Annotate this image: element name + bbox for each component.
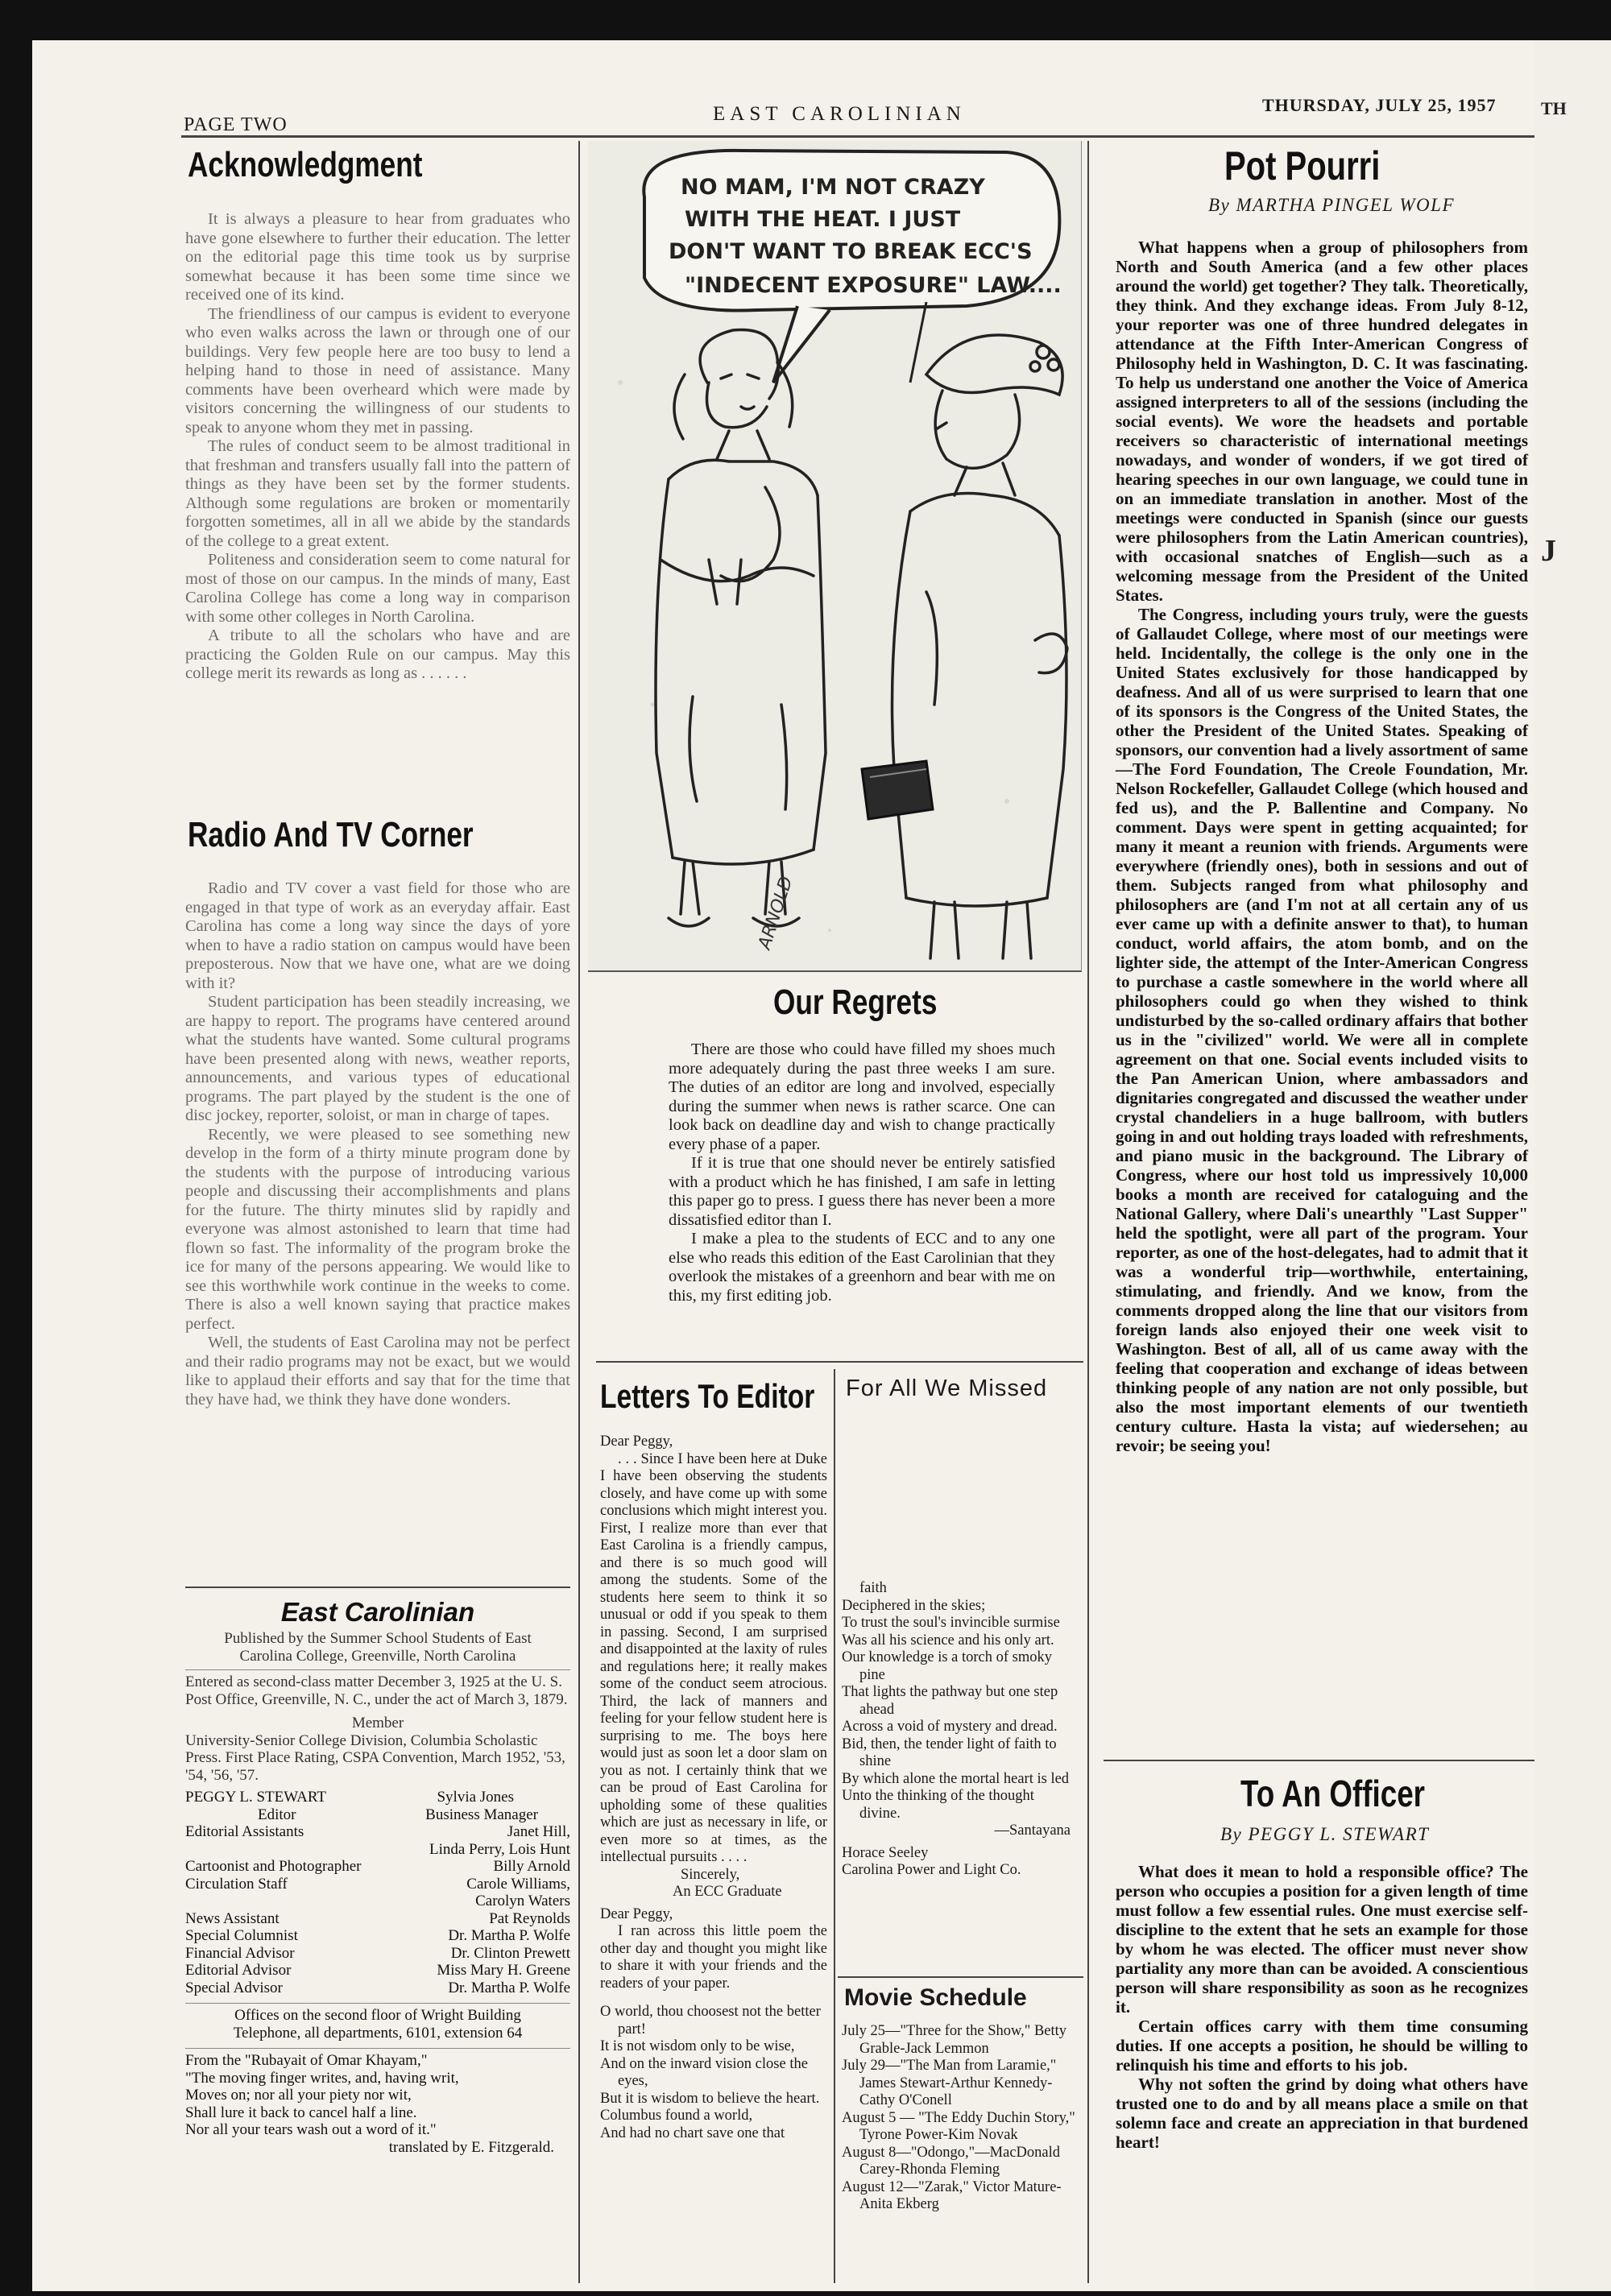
masthead-title: East Carolinian bbox=[280, 1597, 475, 1627]
balloon-line: NO MAM, I'M NOT CRAZY bbox=[681, 175, 985, 200]
staff-row: Editorial Assistants Janet Hill, bbox=[185, 1823, 570, 1840]
paragraph: What does it mean to hold a responsible office? The person who occupies a position for a given length of time must follow a few essential rules. One must exercise self-discipline to the extent that he sets an example for those by whom he was elected. The officer must never show partiality any more than can be avoided. A conscientious person will share responsibility as soon as he recognizes it. bbox=[1116, 1862, 1528, 2017]
letter-text: I ran across this little poem the other day and thought you might like to share it with your friends and the readers of your paper. bbox=[600, 1923, 827, 1992]
movie-item: August 12—"Zarak," Victor Mature-Anita Ekberg bbox=[842, 2178, 1062, 2212]
letter-signature: An ECC Graduate bbox=[673, 1884, 782, 1900]
paragraph: If it is true that one should never be entirely satisfied with a product which he has finished, I am safe in letting this paper go to press. I guess there has never been a more dissatisfied editor than I. bbox=[669, 1154, 1055, 1229]
masthead-entered: Entered as second-class matter December 3, 1925 at the U. S. Post Office, Greenville, N. C., under the act of March 3, 1879. bbox=[185, 1669, 570, 1708]
cartoon-illustration bbox=[588, 141, 1081, 970]
paragraph: It is always a pleasure to hear from graduates who have gone elsewhere to further their education. The letter on the editorial page this time took us by surprise somewhat because it has been some time since we received one of its kind. bbox=[185, 210, 570, 304]
paragraph: What happens when a group of philosophers from North and South America (and a few other places around the world) get together? They talk. Theoretically, they think. And they exchange ideas. From July 8-12, your reporter was one of three hundred delegates in attendance at the Fifth Inter-American Congress of Philosophy held in Washington, D. C. It was fascinating. To help us understand one another the Voice of America assigned interpreters to all of the sessions (including the social events). We wore the headsets and portable receivers so characteristic of international meetings nowadays, and wonder of wonders, if we got tired of hearing speeches in our own language, we could tune in on an immediate translation in another. Most of the meetings were conducted in Spanish (since our guests were philosophers from the Latin American countries), with occasional snatches of English—such as a welcoming message from the President of the United States. bbox=[1116, 238, 1528, 605]
letter-poem bbox=[600, 2004, 827, 2142]
column-rule-1 bbox=[578, 141, 580, 2283]
paragraph: The Congress, including yours truly, were the guests of Gallaudet College, where most of our meetings were held. Incidentally, the college is the only one in the United States exclusively for those handicapped by deafness. And all of us were surprised to learn that one of its sponsors is the Congress of the United States, the other the President of the United States. Speaking of sponsors, our convention had a lively assortment of same—The Ford Foundation, The Creole Foundation, Mr. Nelson Rockefeller, Gallaudet College (which housed and fed us), and the P. Ballentine and Company. No comment. Days were spent in getting acquainted; for many it meant a reunion with friends. Arguments were everywhere (friendly ones), both in sessions and out of them. Subjects ranged from what philosophy and philosophers are (and I'm not at all certain any of us ever came up with a definite answer to that), to human conduct, world affairs, the atom bomb, and on the lighter side, the attempt of the Inter-American Congress to purchase a castle somewhere in the world where all philosophers could go when they wished to think undisturbed by the so-called ordinary affairs that bother us in the "civilized" world. We were all in complete agreement on that one. Social events included visits to the Pan American Union, where ambassadors and dignitaries congregated and discussed the weather under crystal chandeliers in a huge ballroom, with butlers going in and out holding trays loaded with refreshments, and piano music in the background. The Library of Congress, where our host told us impressively 10,000 books a month are received for cataloguing and the National Gallery, where Dali's unearthly "Last Supper" held the spotlight, were all part of the program. Your reporter, as one of the host-delegates, had to admit that it was a wonderful trip—worthwhile, entertaining, stimulating, and friendly. And we know, from the comments dropped along the line that our visitors from foreign lands also enjoyed their one week visit to Washington. Best of all, all of us came away with the feeling that cooperation and exchange of ideas between thinking people of any nation are not only possible, but also the most important elements of our twentieth century culture. Hasta la vista; auf wiedersehen; au revoir; be seeing you! bbox=[1116, 605, 1528, 1455]
balloon-line: DON'T WANT TO BREAK ECC'S bbox=[669, 239, 1033, 264]
masthead-phone: Telephone, all departments, 6101, extension 64 bbox=[233, 2024, 523, 2042]
staff-row: Special Columnist Dr. Martha P. Wolfe bbox=[185, 1927, 570, 1944]
paragraph: Politeness and consideration seem to come natural for most of those on our campus. In the minds of many, East Carolina College has come a long way in comparison with some other colleges in North Carolina. bbox=[185, 551, 570, 626]
balloon-line: "INDECENT EXPOSURE" LAW.... bbox=[685, 273, 1062, 298]
poem-line: But it is wisdom to believe the heart. bbox=[600, 2090, 820, 2107]
masthead-published: Published by the Summer School Students of East Carolina College, Greenville, North Carolina bbox=[224, 1630, 532, 1665]
regrets-headline: Our Regrets bbox=[773, 983, 938, 1022]
paragraph: Student participation has been steadily increasing, we are happy to report. The programs have centered around what the students have wanted. Some cultural programs have been presented along with news, weather reports, announcements, and various types of educational programs. The part played by the student is the one of disc jockey, reporter, soloist, or man in charge of tapes. bbox=[185, 993, 570, 1124]
paragraph: I make a plea to the students of ECC and to any one else who reads this edition of the East Carolinian that they overlook the mistakes of a greenhorn and bear with me on this, my first editing job. bbox=[669, 1230, 1055, 1305]
movie-item: August 8—"Odongo,"—MacDonald Carey-Rhonda Fleming bbox=[842, 2144, 1060, 2178]
letter-salutation: Dear Peggy, bbox=[600, 1433, 673, 1450]
staff-row: Linda Perry, Lois Hunt bbox=[429, 1840, 570, 1858]
staff-row: Cartoonist and Photographer Billy Arnold bbox=[185, 1858, 570, 1875]
officer-headline: To An Officer bbox=[1240, 1773, 1425, 1814]
staff-row: Editorial Advisor Miss Mary H. Greene bbox=[185, 1962, 570, 1979]
missed-headline: For All We Missed bbox=[846, 1376, 1048, 1401]
potpourri-body bbox=[1116, 238, 1528, 1455]
masthead-member: University-Senior College Division, Columbia Scholastic Press. First Place Rating, CSPA Convention, March 1952, '53, '54, '56, '57. bbox=[185, 1731, 565, 1784]
paragraph: The rules of conduct seem to be almost traditional in that freshman and transfers usually fall into the pattern of things as they have been set by the former students. Although some regulations are broken or momentarily forgotten sometimes, all in all we abide by the standards of the college to a great extent. bbox=[185, 437, 570, 550]
column-rule-2 bbox=[1087, 141, 1089, 2283]
letter-closing: Sincerely, bbox=[681, 1866, 740, 1883]
poem-line: Our knowledge is a torch of smoky pine bbox=[842, 1649, 1053, 1683]
movie-item: July 25—"Three for the Show," Betty Grable-Jack Lemmon bbox=[842, 2023, 1067, 2057]
poem-line: And had no chart save one that bbox=[600, 2124, 785, 2141]
signer-name: Horace Seeley bbox=[842, 1844, 929, 1861]
staff-row: News Assistant Pat Reynolds bbox=[185, 1909, 570, 1927]
acknowledgment-headline: Acknowledgment bbox=[188, 145, 423, 184]
paper-name: EAST CAROLINIAN bbox=[713, 103, 966, 125]
officer-body bbox=[1116, 1862, 1528, 2152]
staff-list bbox=[185, 1789, 570, 1996]
rubaiyat-line: Nor all your tears wash out a word of it." bbox=[185, 2121, 437, 2138]
poem-line: To trust the soul's invincible surmise bbox=[842, 1615, 1060, 1631]
paragraph: Recently, we were pleased to see something new develop in the form of a thirty minute program done by the students with the purpose of introducing various people and discussing their accomplishments and plans for the future. The thirty minutes slid by rapidly and everyone was almost astonished to learn that time had flown so fast. The informality of the program broke the ice for many of the persons appearing. We would like to see this worthwhile work continue in the weeks to come. There is also a well known saying that practice makes perfect. bbox=[185, 1125, 570, 1333]
poem-line: By which alone the mortal heart is led bbox=[842, 1770, 1070, 1787]
page-number: PAGE TWO bbox=[184, 114, 288, 135]
officer-byline: By PEGGY L. STEWART bbox=[1220, 1824, 1430, 1844]
movies-list bbox=[842, 2023, 1077, 2214]
acknowledgment-body bbox=[185, 210, 570, 684]
letters-headline: Letters To Editor bbox=[600, 1377, 815, 1415]
rubaiyat-translator: translated by E. Fitzgerald. bbox=[388, 2138, 554, 2156]
cartoonist-signature: ARNOLD bbox=[754, 874, 797, 952]
movie-item: August 5 — "The Eddy Duchin Story," Tyrone Power-Kim Novak bbox=[842, 2109, 1075, 2143]
rubaiyat-line: "The moving finger writes, and, having writ, bbox=[185, 2069, 459, 2087]
poem-line: Unto the thinking of the thought divine. bbox=[842, 1788, 1034, 1822]
radio-body bbox=[185, 879, 570, 1409]
missed-poem bbox=[842, 1580, 1074, 1880]
potpourri-headline: Pot Pourri bbox=[1224, 143, 1381, 188]
rubaiyat-line: Shall lure it back to cancel half a line. bbox=[185, 2104, 417, 2121]
adjacent-page-edge bbox=[1534, 40, 1611, 2291]
staff-row: Carolyn Waters bbox=[475, 1893, 570, 1909]
masthead-offices: Offices on the second floor of Wright Building bbox=[234, 2007, 521, 2024]
poem-attribution: —Santayana bbox=[994, 1822, 1071, 1839]
paragraph: Radio and TV cover a vast field for those who are engaged in that type of work as an everyday affair. East Carolina has come a long way since the days of yore when to have a radio station on campus would have been preposterous. Now that we have one, what are we doing with it? bbox=[185, 879, 570, 992]
poem-line: Deciphered in the skies; bbox=[842, 1597, 986, 1614]
movies-top-rule bbox=[838, 1976, 1083, 1978]
poem-line: That lights the pathway but one step ahead bbox=[842, 1684, 1058, 1718]
masthead bbox=[185, 1595, 570, 2156]
paragraph: A tribute to all the scholars who have and are practicing the Golden Rule on our campus. May this college merit its rewards as long as . . . . . . bbox=[185, 627, 570, 682]
paragraph: Certain offices carry with them time consuming duties. If one accepts a position, he should be willing to relinquish his time and efforts to his job. bbox=[1116, 2017, 1528, 2075]
masthead-member-label: Member bbox=[351, 1715, 404, 1731]
poem-line: Columbus found a world, bbox=[600, 2108, 753, 2124]
staff-row: PEGGY L. STEWART Sylvia Jones bbox=[185, 1789, 514, 1806]
regrets-body bbox=[669, 1040, 1055, 1305]
staff-row: Financial Advisor Dr. Clinton Prewett bbox=[185, 1944, 570, 1962]
staff-row: Circulation Staff Carole Williams, bbox=[185, 1875, 570, 1893]
newspaper-page bbox=[32, 40, 1539, 2291]
masthead-top-rule bbox=[185, 1587, 570, 1588]
balloon-line: WITH THE HEAT. I JUST bbox=[685, 207, 961, 232]
letters-body bbox=[600, 1433, 827, 2142]
movie-item: July 29—"The Man from Laramie," James Stewart-Arthur Kennedy-Cathy O'Conell bbox=[842, 2058, 1057, 2108]
officer-top-rule bbox=[1104, 1760, 1539, 1761]
issue-date: THURSDAY, JULY 25, 1957 bbox=[1262, 95, 1497, 115]
cartoon-frame bbox=[588, 141, 1082, 972]
edge-glyph: TH bbox=[1541, 98, 1567, 118]
poem-line: O world, thou choosest not the better part! bbox=[600, 2004, 821, 2037]
poem-line: And on the inward vision close the eyes, bbox=[600, 2055, 808, 2089]
movies-headline: Movie Schedule bbox=[844, 1984, 1027, 2011]
edge-glyph: J bbox=[1541, 534, 1556, 568]
masthead-offices-block bbox=[185, 2003, 570, 2042]
staff-row: Editor Business Manager bbox=[258, 1806, 538, 1823]
potpourri-byline: By MARTHA PINGEL WOLF bbox=[1208, 195, 1455, 215]
poem-line: Was all his science and his only art. bbox=[842, 1632, 1054, 1649]
paragraph: The friendliness of our campus is evident to everyone who even walks across the lawn or through one of our buildings. Very few people here are too busy to lend a helping hand to those in need of assistance. Many comments have been overheard which were made by visitors concerning the willingness of our students to speak to anyone whom they met in passing. bbox=[185, 304, 570, 436]
paragraph: Why not soften the grind by doing what others have trusted one to do and by all means place a smile on that solemn face and create an appreciation in that burdened heart! bbox=[1116, 2075, 1528, 2152]
poem-line: faith bbox=[859, 1580, 887, 1596]
header-rule bbox=[181, 135, 1539, 138]
rubaiyat-block bbox=[185, 2048, 570, 2156]
poem-line: It is not wisdom only to be wise, bbox=[600, 2038, 795, 2054]
staff-row: Special Advisor Dr. Martha P. Wolfe bbox=[185, 1979, 570, 1996]
paragraph: Well, the students of East Carolina may not be perfect and their radio programs may not be exact, but we would like to applaud their efforts and say that for the time that they have had, we think they have done wonders. bbox=[185, 1334, 570, 1409]
poem-line: Across a void of mystery and dread. bbox=[842, 1719, 1058, 1735]
letter-salutation: Dear Peggy, bbox=[600, 1905, 673, 1922]
poem-line: Bid, then, the tender light of faith to shine bbox=[842, 1735, 1057, 1769]
rubaiyat-line: Moves on; nor all your piety nor wit, bbox=[185, 2087, 412, 2104]
letter-text: . . . Since I have been here at Duke I have been observing the students closely, and have come up with some conclusions which might interest you. First, I realize more than ever that East Carolina is a friendly campus, and there is so much good will among the students. Some of the students here seem to think it so unusual or odd if you speak to them in passing. Second, I am surprised and disappointed at the laxity of rules and regulations here; it really makes some of the conduct seem atrocious. Third, the lack of manners and feeling for your fellow student here is surprising to me. The boys here would just as soon let a door slam on you as not. I certainly think that we can be proud of East Carolina for upholding some of these qualities which are just as necessary in life, or even more so at times, as the intellectual pursuits . . . . bbox=[600, 1450, 827, 1865]
regrets-bottom-rule bbox=[596, 1361, 1083, 1363]
rubaiyat-intro: From the "Rubayait of Omar Khayam," bbox=[185, 2052, 428, 2069]
paragraph: There are those who could have filled my shoes much more adequately during the past three weeks I am sure. The duties of an editor are long and involved, especially during the summer when news is rather scarce. One can look back on deadline day and wish to change practically every phase of a paper. bbox=[669, 1040, 1055, 1153]
signer-org: Carolina Power and Light Co. bbox=[842, 1862, 1021, 1878]
letters-divider bbox=[834, 1369, 835, 2283]
radio-headline: Radio And TV Corner bbox=[188, 815, 474, 854]
